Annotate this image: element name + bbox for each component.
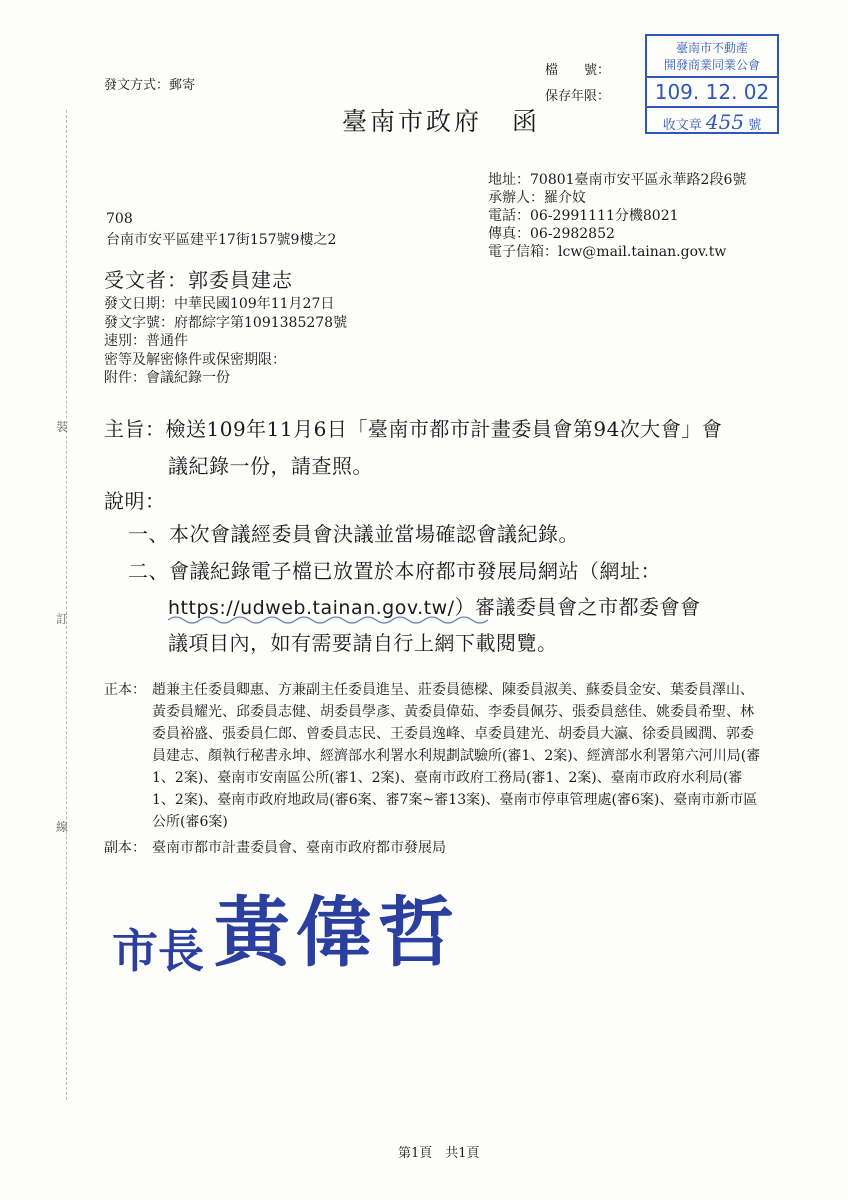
document-title — [342, 102, 540, 138]
explanation-label: 說明： — [104, 489, 166, 513]
distribution-main-label: 正本： — [104, 682, 146, 698]
received-stamp — [645, 34, 779, 134]
explanation-item1: 一、本次會議經委員會決議並當場確認會議紀錄。 — [128, 522, 579, 546]
recipient-address: 台南市安平區建平17街157號9樓之2 — [106, 232, 337, 248]
sender-email[interactable]: 電子信箱：lcw@mail.tainan.gov.tw — [488, 244, 727, 260]
stamp-received-label: 收文章 — [662, 118, 702, 133]
distribution-copy — [104, 837, 764, 859]
distribution-copy-label: 副本： — [104, 840, 146, 856]
recipient-zip: 708 — [106, 211, 133, 227]
website-url-link[interactable]: https://udweb.tainan.gov.tw/ — [168, 597, 455, 619]
file-number-label: 檔 號： — [545, 63, 611, 78]
distribution-main — [104, 679, 764, 833]
sender-info — [488, 171, 746, 261]
distribution-copy-text: 臺南市都市計畫委員會、臺南市政府都市發展局 — [152, 840, 446, 856]
stamp-org-line2: 開發商業同業公會 — [663, 58, 760, 72]
signature-name: 黃偉哲 — [214, 888, 460, 977]
recipient: 受文者：郭委員建志 — [104, 268, 293, 292]
explanation-item2-line3: 議項目內，如有需要請自行上網下載閱覽。 — [168, 631, 558, 655]
sender-fax: 傳真：06-2982852 — [488, 226, 615, 242]
stamp-received — [647, 110, 777, 134]
stamp-date: 109. 12. 02 — [647, 76, 777, 108]
subject-line2: 議紀錄一份，請查照。 — [168, 454, 373, 478]
binding-mark-zhuang: 裝 — [56, 420, 69, 434]
explanation-item2-line1: 二、會議紀錄電子檔已放置於本府都市發展局網站（網址： — [128, 559, 661, 583]
page-footer: 第1頁 共1頁 — [398, 1146, 480, 1161]
sender-address: 地址：70801臺南市安平區永華路2段6號 — [488, 172, 747, 188]
sender-handler: 承辦人：羅介妏 — [488, 190, 586, 206]
meta-speed: 速別：普通件 — [104, 333, 188, 349]
mayor-signature-stamp — [112, 872, 460, 981]
document-meta — [104, 295, 347, 388]
signature-title: 市長 — [112, 924, 204, 978]
explanation-item2-line2-rest: ）審議委員會之市都委會會 — [454, 595, 701, 619]
stamp-number-suffix: 號 — [748, 118, 762, 133]
sender-phone: 電話：06-2991111分機8021 — [488, 208, 679, 224]
explanation-item2-line2 — [168, 591, 701, 620]
stamp-org-line1: 臺南市不動產 — [675, 41, 748, 55]
send-method: 發文方式：郵寄 — [104, 78, 196, 93]
meta-secrecy: 密等及解密條件或保密期限： — [104, 351, 286, 368]
binding-mark-xian: 線 — [56, 820, 69, 834]
retention-label: 保存年限： — [545, 89, 611, 104]
binding-margin-line — [66, 110, 67, 1100]
handwritten-underline — [168, 613, 498, 627]
title-type: 函 — [512, 107, 541, 136]
url-link-wrap — [168, 595, 455, 619]
stamp-received-number: 455 — [705, 110, 745, 134]
meta-attachment: 附件：會議紀錄一份 — [104, 370, 230, 386]
meta-doc-number: 發文字號：府都綜字第1091385278號 — [104, 314, 348, 331]
title-org: 臺南市政府 — [342, 107, 483, 136]
distribution-main-text: 趙兼主任委員卿惠、方兼副主任委員進呈、莊委員德樑、陳委員淑美、蘇委員金安、葉委員澤山、黃委員耀光、邱委員志健、胡委員學彥、黃委員偉茹、李委員佩芬、張委員慈佳、姚委員希聖、林委員裕盛、張委員仁郎、曾委員志民、王委員逸峰、卓委員建光、胡委員大瀛、徐委員國潤、郭委員建志、顏執行秘書永坤、經濟部水利署水利規劃試驗所(審1、2案)、經濟部水利署第六河川局(審1、2案)、臺南市安南區公所(審1、2案)、臺南市政府工務局(審1、2案)、臺南市政府水利局(審1、2案)、臺南市政府地政局(審6案、審7案~審13案)、臺南市停車管理處(審6案)、臺南市新市區公所(審6案) — [152, 682, 761, 830]
subject-line1: 主旨：檢送109年11月6日「臺南市都市計畫委員會第94次大會」會 — [104, 417, 723, 441]
binding-mark-ding: 訂 — [56, 612, 69, 626]
meta-date: 發文日期：中華民國109年11月27日 — [104, 296, 335, 312]
